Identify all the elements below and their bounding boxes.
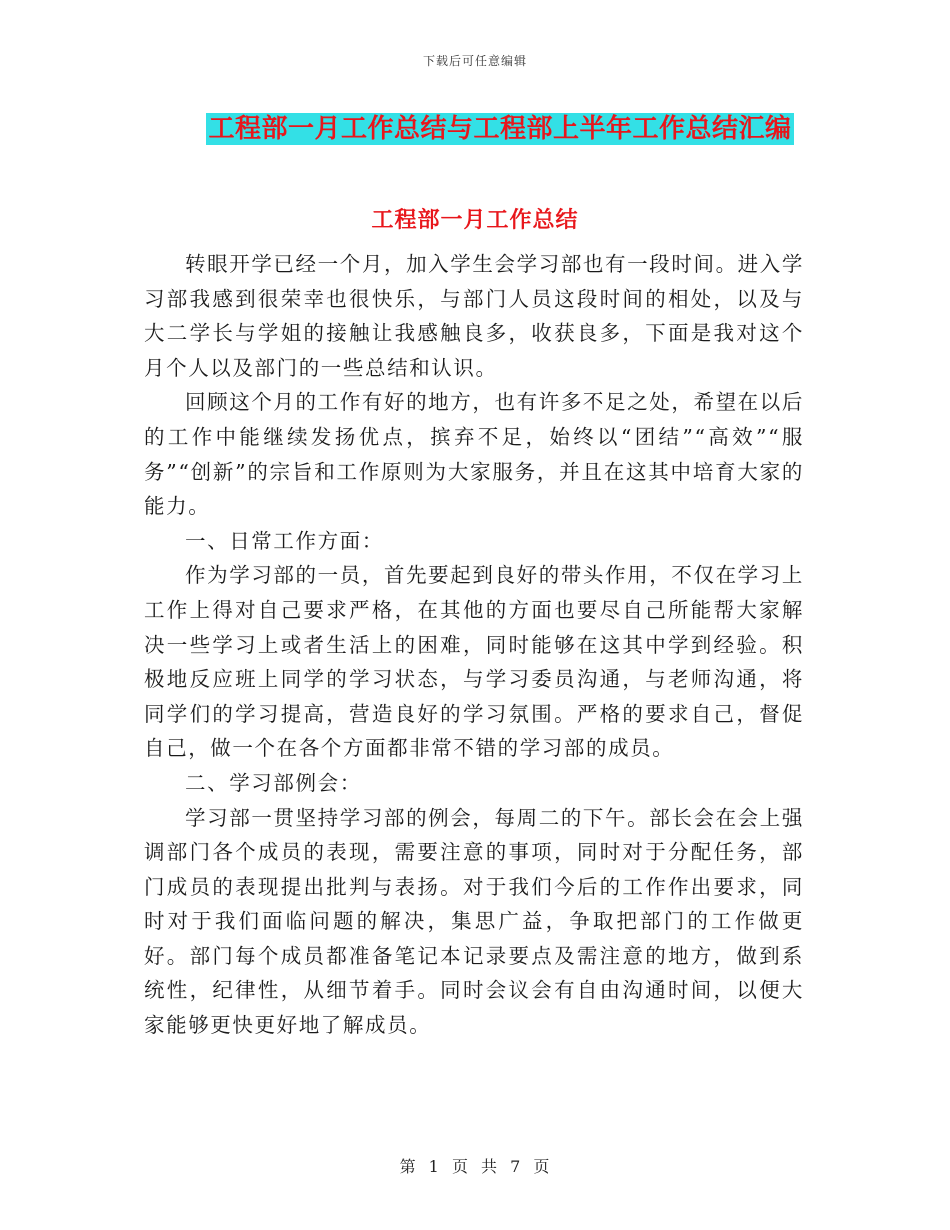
page-footer: 第 1 页 共 7 页: [399, 1157, 551, 1176]
paragraph-heading: 二、学习部例会：: [185, 770, 362, 795]
paragraph: 学习部一贯坚持学习部的例会，每周二的下午。部长会在会上强调部门各个成员的表现，需要注意的事项，同时对于分配任务，部门成员的表现提出批判与表扬。对于我们今后的工作作出要求，同时对于我们面临问题的解决，集思广益，争取把部门的工作做更好。部门每个成员都准备笔记本记录要点及需注意的地方，做到系统性，纪律性，从细节着手。同时会议会有自由沟通时间，以便大家能够更快更好地了解成员。: [144, 805, 804, 1038]
paragraph: 转眼开学已经一个月，加入学生会学习部也有一段时间。进入学习部我感到很荣幸也很快乐，与部门人员这段时间的相处，以及与大二学长与学姐的接触让我感触良多，收获良多，下面是我对这个月个人以及部门的一些总结和认识。: [144, 252, 804, 380]
header-note: 下载后可任意编辑: [422, 54, 527, 68]
document-body: [144, 247, 804, 1043]
paragraph: 作为学习部的一员，首先要起到良好的带头作用，不仅在学习上工作上得对自己要求严格，在其他的方面也要尽自己所能帮大家解决一些学习上或者生活上的困难，同时能够在这其中学到经验。积极地反应班上同学的学习状态，与学习委员沟通，与老师沟通，将同学们的学习提高，营造良好的学习氛围。严格的要求自己，督促自己，做一个在各个方面都非常不错的学习部的成员。: [144, 563, 804, 761]
document-title: 工程部一月工作总结与工程部上半年工作总结汇编: [208, 114, 792, 144]
paragraph: 回顾这个月的工作有好的地方，也有许多不足之处，希望在以后的工作中能继续发扬优点，摈弃不足，始终以“团结”“高效”“服务”“创新”的宗旨和工作原则为大家服务，并且在这其中培育大家的能力。: [144, 390, 804, 519]
paragraph-heading: 一、日常工作方面：: [185, 528, 384, 553]
section-title: 工程部一月工作总结: [371, 208, 579, 233]
document-title-container: [0, 113, 950, 145]
